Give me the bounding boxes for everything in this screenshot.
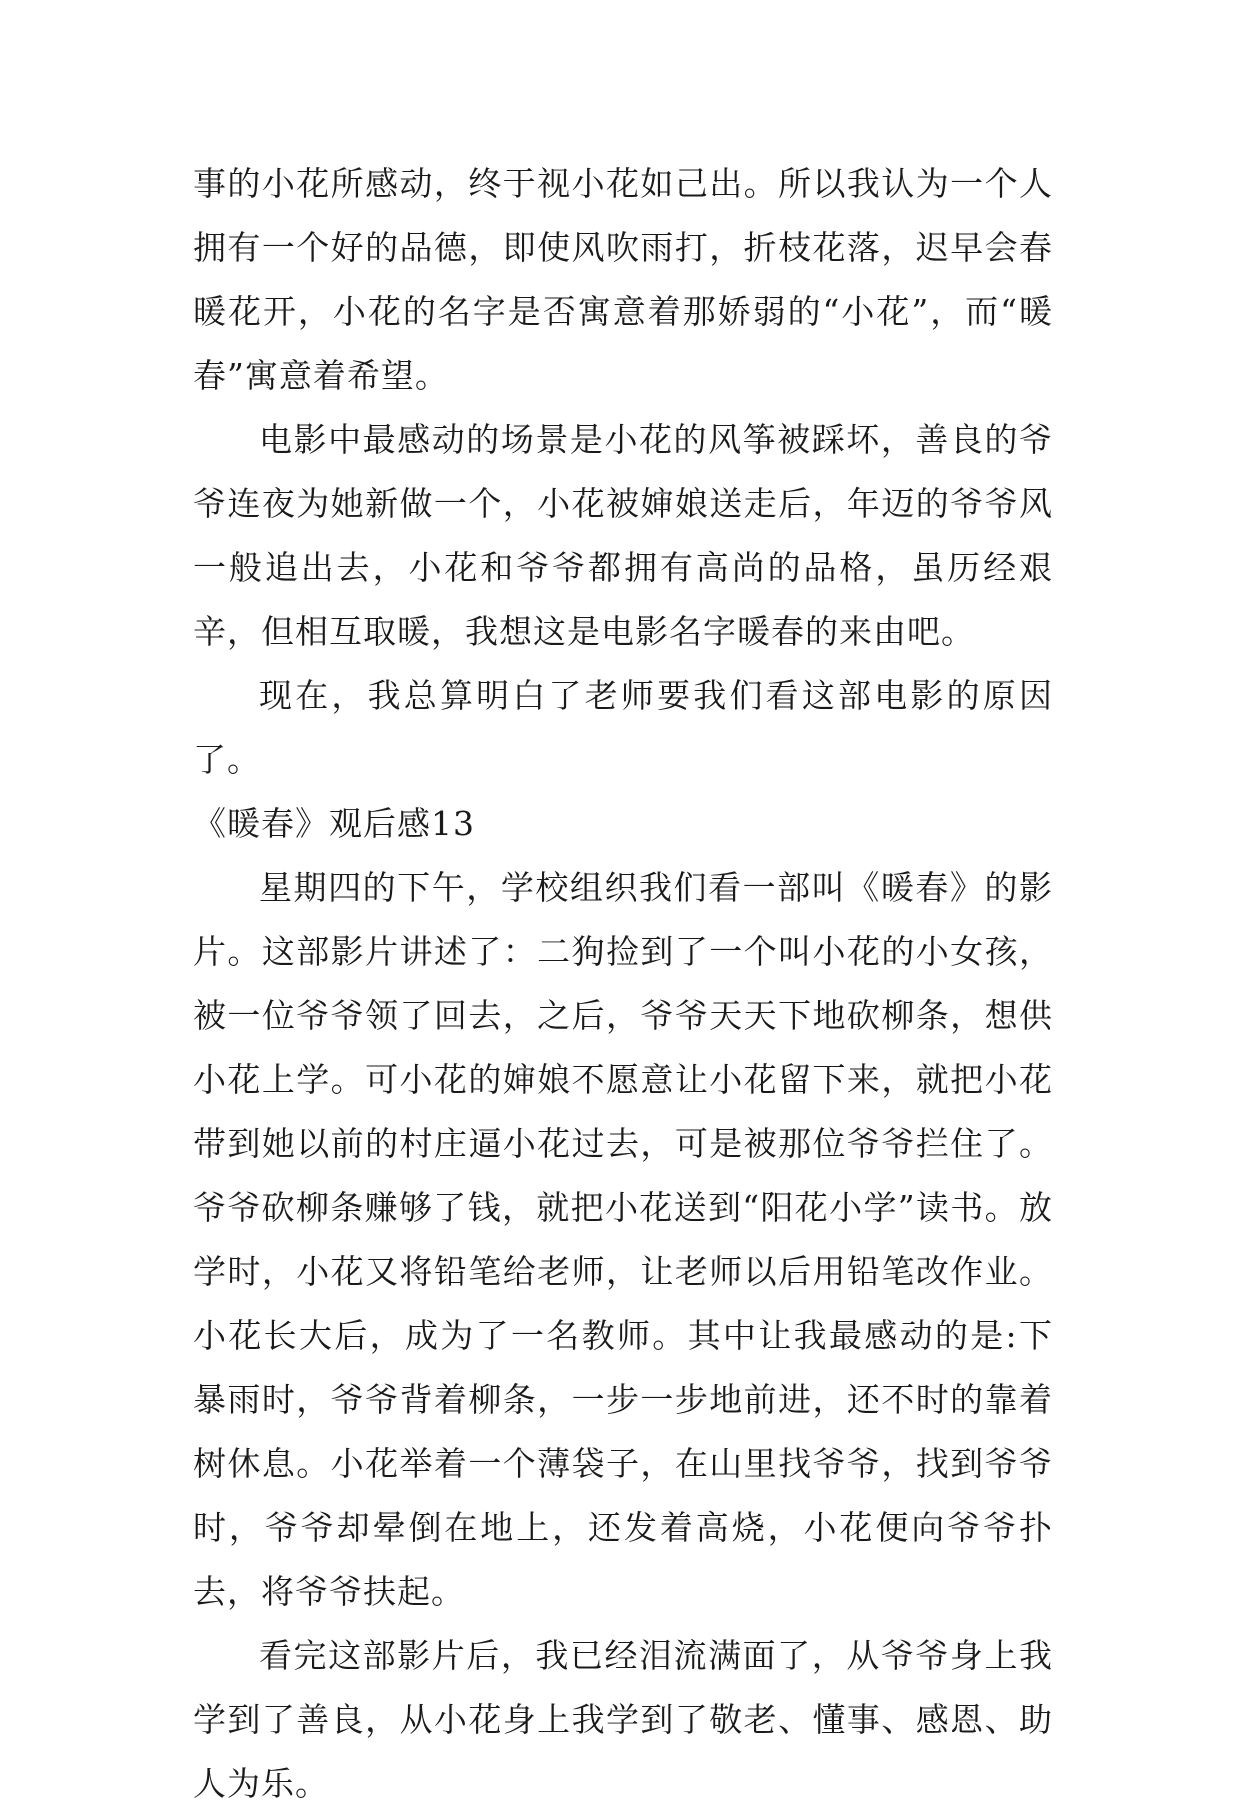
paragraph-reflection: 看完这部影片后，我已经泪流满面了，从爷爷身上我学到了善良，从小花身上我学到了敬老、懂事、感恩、助人为乐。 bbox=[193, 1636, 1053, 1803]
section-heading: 《暖春》观后感13 bbox=[193, 804, 475, 843]
paragraph-story-summary: 星期四的下午，学校组织我们看一部叫《暖春》的影片。这部影片讲述了：二狗捡到了一个叫小花的小女孩，被一位爷爷领了回去，之后，爷爷天天下地砍柳条，想供小花上学。可小花的婶娘不愿意让小花留下来，就把小花带到她以前的村庄逼小花过去，可是被那位爷爷拦住了。爷爷砍柳条赚够了钱，就把小花送到“阳花小学”读书。放学时，小花又将铅笔给老师，让老师以后用铅笔改作业。小花长大后，成为了一名教师。其中让我最感动的是:下暴雨时，爷爷背着柳条，一步一步地前进，还不时的靠着树休息。小花举着一个薄袋子，在山里找爷爷，找到爷爷时，爷爷却晕倒在地上，还发着高烧，小花便向爷爷扑去，将爷爷扶起。 bbox=[193, 868, 1053, 1611]
document-body bbox=[193, 152, 1053, 1816]
paragraph-continuation: 事的小花所感动，终于视小花如己出。所以我认为一个人拥有一个好的品德，即使风吹雨打，折枝花落，迟早会春暖花开，小花的名字是否寓意着那娇弱的“小花”，而“暖春”寓意着希望。 bbox=[193, 164, 1053, 395]
paragraph-conclusion: 现在，我总算明白了老师要我们看这部电影的原因了。 bbox=[193, 676, 1053, 779]
paragraph-movie-scene: 电影中最感动的场景是小花的风筝被踩坏，善良的爷爷连夜为她新做一个，小花被婶娘送走后，年迈的爷爷风一般追出去，小花和爷爷都拥有高尚的品格，虽历经艰辛，但相互取暖，我想这是电影名字暖春的来由吧。 bbox=[193, 420, 1053, 651]
